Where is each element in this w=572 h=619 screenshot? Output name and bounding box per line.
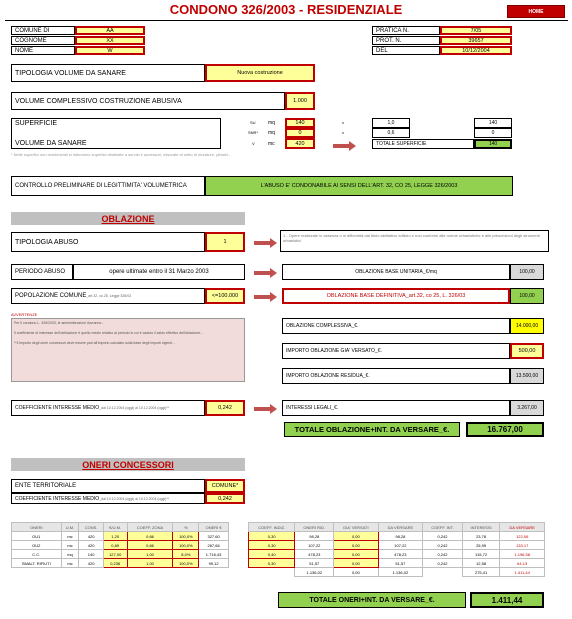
su-unit: mq [268,120,275,126]
comune-label: COMUNE DI [11,26,75,35]
table-cell[interactable]: 0,30 [248,532,295,541]
residua-label: IMPORTO OBLAZIONE RESIDUA_€. [282,368,510,384]
snr-tag: SNR* [248,130,259,135]
table-cell: 478,23 [295,550,334,559]
cognome-field[interactable]: XX [75,36,145,45]
col-header: ONERI RID. [295,523,334,532]
table-total-cell [248,568,295,577]
col-header: €/U.M. [103,523,127,532]
arrow-right-icon [254,238,278,248]
oneri-coef-label [11,493,205,504]
table-cell[interactable]: 100,0% [173,541,199,550]
ente-label: ENTE TERRITORIALE [11,479,205,493]
snr-row [11,128,221,138]
tipologia-note: 1 - Opere realizzate in assenza o in difformità dal titolo abilitativo edilizio e non conformi alle norme urbanistiche e alle prescrizioni degli strumenti urbanistici [280,230,549,252]
table-cell: 107,22 [378,541,423,550]
coef-interesse-label-text: COEFFICIENTE INTERESSE MEDIO [15,405,100,411]
table-total-cell: 1.136,02 [295,568,334,577]
table-total-cell [423,568,463,577]
cognome-label: COGNOME [11,36,75,45]
table-total-cell: 1.411,44 [500,568,545,577]
table-cell[interactable]: 0,40 [248,550,295,559]
del-label: DEL [372,46,440,55]
nome-label: NOME [11,46,75,55]
table-cell[interactable]: 0,236 [103,559,127,568]
table-row [12,532,545,541]
tipologia-volume-label: TIPOLOGIA VOLUME DA SANARE [11,64,205,82]
table-total-cell: 0,00 [334,568,379,577]
superficie-label: SUPERFICIE [11,118,221,128]
volume-complessivo-field[interactable]: 1.000 [285,92,315,110]
table-cell[interactable]: 0,30 [248,559,295,568]
col-header: INTERESSI [462,523,500,532]
header-divider [5,20,568,21]
totale-oblazione-value: 16.767,00 [466,422,544,437]
oneri-table [11,522,545,577]
table-cell: OU1 [12,532,62,541]
avvertenze-title: AVVERTENZE [11,312,38,317]
table-cell: 133,17 [500,541,545,550]
table-cell[interactable]: 0,00 [334,541,379,550]
table-row [12,541,545,550]
table-cell: 140 [79,550,103,559]
oblazione-section-title: OBLAZIONE [11,212,245,225]
table-total-cell [61,568,79,577]
table-cell: 99,12 [199,559,229,568]
avvertenze-line-1: Per il condono L. 326/2003, le amministrazioni dovranno... [14,321,105,325]
table-cell: mc [61,559,79,568]
complessiva-value: 14.000,00 [510,318,544,334]
table-total-cell [173,568,199,577]
table-total-cell [199,568,229,577]
table-cell[interactable]: 0,00 [334,532,379,541]
col-header: COEFF. INDIZ. [248,523,295,532]
table-cell: SMALT. RIFIUTI [12,559,62,568]
table-cell: 0,242 [423,550,463,559]
coef-2: 0,6 [372,128,410,138]
table-cell: 51,57 [295,559,334,568]
table-cell: mq [61,550,79,559]
oneri-section-title: ONERI CONCESSORI [11,458,245,471]
periodo-field[interactable]: opere ultimate entro il 31 Marzo 2003 [73,264,245,280]
table-total-cell [228,568,248,577]
table-cell[interactable]: 8,0% [173,550,199,559]
arrow-right-icon [333,141,357,151]
popolazione-select[interactable]: <=100.000 [205,288,245,304]
table-cell: 98,28 [295,532,334,541]
totale-oneri-value: 1.411,44 [470,592,544,608]
table-total-cell [12,568,62,577]
table-cell[interactable]: 100,0% [173,532,199,541]
table-cell: 107,22 [295,541,334,550]
table-cell: 64,13 [500,559,545,568]
table-cell[interactable]: 1,00 [127,550,173,559]
oneri-coef-field[interactable]: 0,242 [205,493,245,504]
base-definitiva-value: 100,00 [510,288,544,304]
table-row [12,559,545,568]
arrow-right-icon [254,268,278,278]
v-unit: mc [268,141,275,147]
table-cell[interactable]: 0,66 [127,541,173,550]
tipologia-volume-select[interactable]: Nuova costruzione [205,64,315,82]
table-cell: mc [61,541,79,550]
table-total-cell [103,568,127,577]
popolazione-ref: _art.32, co.25, Legge 326/03 [86,294,132,298]
table-cell[interactable]: 0,30 [248,541,295,550]
periodo-label: PERIODO ABUSO [11,264,73,280]
coef-interesse-ref: _dal 10.12.2004 (oggi) al 10.12.2004 (oggi)** [99,406,170,410]
col-header: % [173,523,199,532]
table-cell[interactable]: 0,66 [127,532,173,541]
col-header: ONERI [12,523,62,532]
base-unitaria-label: OBLAZIONE BASE UNITARIA_€/mq [282,264,510,280]
base-unitaria-value: 100,00 [510,264,544,280]
volume-complessivo-label: VOLUME COMPLESSIVO COSTRUZIONE ABUSIVA [11,92,285,110]
table-cell: 51,57 [378,559,423,568]
table-cell: 0,242 [423,559,463,568]
del-field[interactable]: 10/12/2004 [440,46,512,55]
table-cell: 98,28 [378,532,423,541]
table-cell: 122,06 [500,532,545,541]
table-cell[interactable]: 1,20 [103,532,127,541]
avvertenze-line-3: **L'importo degli oneri concessori deve essere pari all'importo calcolato sulla base degli importi vigenti... [14,341,175,345]
col-header: COEFF. ZONA [127,523,173,532]
table-cell: 420 [79,532,103,541]
table-cell: 0,242 [423,532,463,541]
coef-interesse-field[interactable]: 0,242 [205,400,245,416]
table-row [12,550,545,559]
table-totals-row [12,568,545,577]
table-cell: mc [61,532,79,541]
table-total-cell: 275,41 [462,568,500,577]
interessi-value: 3.267,00 [510,400,544,416]
avvertenze-box [11,318,245,382]
arrow-right-icon [254,292,278,302]
complessiva-label: OBLAZIONE COMPLESSIVA_€. [282,318,510,334]
oneri-table-header [12,523,545,532]
table-cell: 23,78 [462,532,500,541]
col-header: DA VERSARE [500,523,545,532]
table-cell[interactable]: 127,00 [103,550,127,559]
arrow-right-icon [254,404,278,414]
v-tag: V [252,141,255,146]
volume-sanare-field[interactable]: 420 [285,138,315,149]
table-cell: 0,242 [423,541,463,550]
table-total-cell [79,568,103,577]
coef-x2: x [342,130,344,135]
table-cell: 12,58 [462,559,500,568]
table-cell: 1.716,43 [199,550,229,559]
pratica-label: PRATICA N. [372,26,440,35]
su-field[interactable]: 140 [285,118,315,128]
table-cell: OU2 [12,541,62,550]
oneri-coef-ref: _dal 10.12.2004 (oggi) al 10.12.2004 (oggi)** [99,496,170,501]
residua-value: 13.500,00 [510,368,544,384]
versato-label: IMPORTO OBLAZIONE GIA' VERSATO_€. [282,343,510,359]
popolazione-label [11,288,205,304]
table-cell: 115,72 [462,550,500,559]
table-cell: 1.196,58 [500,550,545,559]
table-cell[interactable]: 100,0% [173,559,199,568]
table-cell [228,559,248,568]
controllo-label: CONTROLLO PRELIMINARE DI LEGITTIMITA' VOLUMETRICA [11,176,205,196]
base-definitiva-label: OBLAZIONE BASE DEFINITIVA_art.32, co 25, L. 326/03 [282,288,510,304]
table-total-cell: 1.136,02 [378,568,423,577]
versato-field[interactable]: 500,00 [510,343,544,359]
table-cell[interactable]: 0,00 [334,550,379,559]
col-header [228,523,248,532]
nome-field[interactable]: W [75,46,145,55]
popolazione-label-text: POPOLAZIONE COMUNE [15,293,87,299]
volume-sanare-label: VOLUME DA SANARE [11,138,221,149]
coef-1: 1,0 [372,118,410,128]
controllo-result: L'ABUSO E' CONDONABILE AI SENSI DELL'ART. 32, CO 25, LEGGE 326/2003 [205,176,513,196]
snr-footnote: * Nelle superfici non residenziali si intendono superfici destinate a servizi e accessori, misurate al netto di murature, pilastri... [11,152,232,157]
pratica-field[interactable]: 7/05 [440,26,512,35]
table-cell[interactable]: 0,00 [334,559,379,568]
table-cell [228,541,248,550]
table-total-cell [127,568,173,577]
coef-x1: x [342,120,344,125]
tipologia-abuso-label: TIPOLOGIA ABUSO [11,232,205,252]
table-cell[interactable]: 0,89 [103,541,127,550]
res-1: 140 [474,118,512,128]
table-cell: 267,66 [199,541,229,550]
snr-unit: mq [268,130,275,136]
totale-superficie-label: TOTALE SUPERFICIE [372,139,474,149]
totale-oneri-label: TOTALE ONERI+INT. DA VERSARE_€. [278,592,466,608]
page-title: CONDONO 326/2003 - RESIDENZIALE [169,2,403,17]
table-cell: C.C. [12,550,62,559]
avvertenze-line-2: Il coefficiente di interesse dell'obblazione è quello medio relativo al periodo in cui è caduto il saldo effettivo dell'oblazione... [14,331,204,335]
col-header: DA VERSARE [378,523,423,532]
col-header: CONS. [79,523,103,532]
prot-field[interactable]: 39657 [440,36,512,45]
totale-superficie-value: 140 [474,139,512,149]
res-2: 0 [474,128,512,138]
table-cell: 478,23 [378,550,423,559]
col-header: COEFF. INT. [423,523,463,532]
table-cell: 420 [79,559,103,568]
tipologia-abuso-field[interactable]: 1 [205,232,245,252]
su-tag: SU [250,120,256,125]
table-cell: 420 [79,541,103,550]
ente-select[interactable]: COMUNE* [205,479,245,493]
table-cell: 25,95 [462,541,500,550]
totale-oblazione-label: TOTALE OBLAZIONE+INT. DA VERSARE_€. [284,422,460,437]
table-cell[interactable]: 1,00 [127,559,173,568]
col-header: ONERI € [199,523,229,532]
table-cell [228,550,248,559]
table-cell [228,532,248,541]
oneri-coef-label-text: COEFFICIENTE INTERESSE MEDIO [15,495,100,502]
snr-field[interactable]: 0 [285,128,315,138]
coef-interesse-label [11,400,205,416]
col-header: U.M. [61,523,79,532]
prot-label: PROT. N. [372,36,440,45]
comune-field[interactable]: AA [75,26,145,35]
home-button[interactable]: HOME [507,5,565,18]
col-header: GIA' VERSATI [334,523,379,532]
interessi-label: INTERESSI LEGALI_€. [282,400,510,416]
table-cell: 327,60 [199,532,229,541]
